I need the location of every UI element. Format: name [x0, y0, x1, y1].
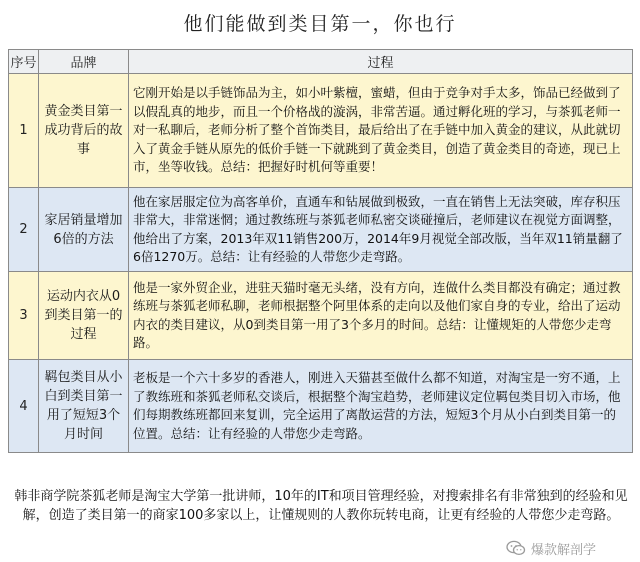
- row-number: 4: [9, 360, 39, 453]
- row-number: 3: [9, 272, 39, 360]
- row-brand: 黄金类目第一成功背后的故事: [39, 74, 129, 188]
- row-process: 他在家居服定位为高客单价，直通车和钻展做到极致，一直在销售上无法突破，库存积压非常大，非常迷惘；通过教练班与茶狐老师私密交谈碰撞后，老师建议在视觉方面调整，他给出了方案，2013年双11销售200万，2014年9月视觉全部改版，当年双11销量翻了6倍1270万。总结：让有经验的人带您少走弯路。: [129, 188, 633, 272]
- header-process: 过程: [129, 50, 633, 74]
- wechat-icon: [506, 540, 526, 556]
- row-process: 他是一家外贸企业，进驻天猫时毫无头绪，没有方向，连做什么类目都没有确定；通过教练班与茶狐老师私聊，老师根据整个阿里体系的走向以及他们家自身的专业，给出了运动内衣的类目建议，从0到类目第一用了3个多月的时间。总结：让懂规矩的人带您少走弯路。: [129, 272, 633, 360]
- table-row: [9, 272, 633, 360]
- table-row: [9, 74, 633, 188]
- row-process: 老板是一个六十多岁的香港人，刚进入天猫甚至做什么都不知道，对淘宝是一穷不通，上了教练班和茶狐老师私交谈后，根据整个淘宝趋势，老师建议定位羁包类目切入市场，他们每期教练班都回来复训，完全运用了离散运营的方法，短短3个月从小白到类目第一的位置。总结：让有经验的人带您少走弯路。: [129, 360, 633, 453]
- cases-table: [8, 49, 633, 453]
- row-brand: 家居销量增加6倍的方法: [39, 188, 129, 272]
- watermark: [506, 538, 596, 558]
- table-row: [9, 188, 633, 272]
- row-brand: 运动内衣从0到类目第一的过程: [39, 272, 129, 360]
- row-number: 1: [9, 74, 39, 188]
- footer-text: 韩非商学院茶狐老师是淘宝大学第一批讲师，10年的IT和项目管理经验，对搜索排名有非常独到的经验和见解，创造了类目第一的商家100多家以上，让懂规则的人教你玩转电商，让更有经验的人带您少走弯路。: [14, 489, 628, 523]
- row-number: 2: [9, 188, 39, 272]
- table-row: [9, 360, 633, 453]
- page-title: 他们能做到类目第一，你也行: [183, 12, 457, 35]
- row-process: 它刚开始是以手链饰品为主，如小叶紫檀，蜜蜡，但由于竞争对手太多，饰品已经做到了以假乱真的地步，而且一个价格战的漩涡，非常苦逼。通过孵化班的学习，与茶狐老师一对一私聊后，老师分析了整个首饰类目，最后给出了在手链中加入黄金的建议，从此就切入了黄金手链从原先的低价手链一下就跳到了黄金类目，创造了黄金类目的奇迹，现已上市，坐等收钱。总结：把握好时机何等重要！: [129, 74, 633, 188]
- row-brand: 羁包类目从小白到类目第一用了短短3个月时间: [39, 360, 129, 453]
- header-brand: 品牌: [39, 50, 129, 74]
- watermark-text: 爆款解剖学: [531, 542, 597, 558]
- header-num: 序号: [9, 50, 39, 74]
- table-header-row: [9, 50, 633, 74]
